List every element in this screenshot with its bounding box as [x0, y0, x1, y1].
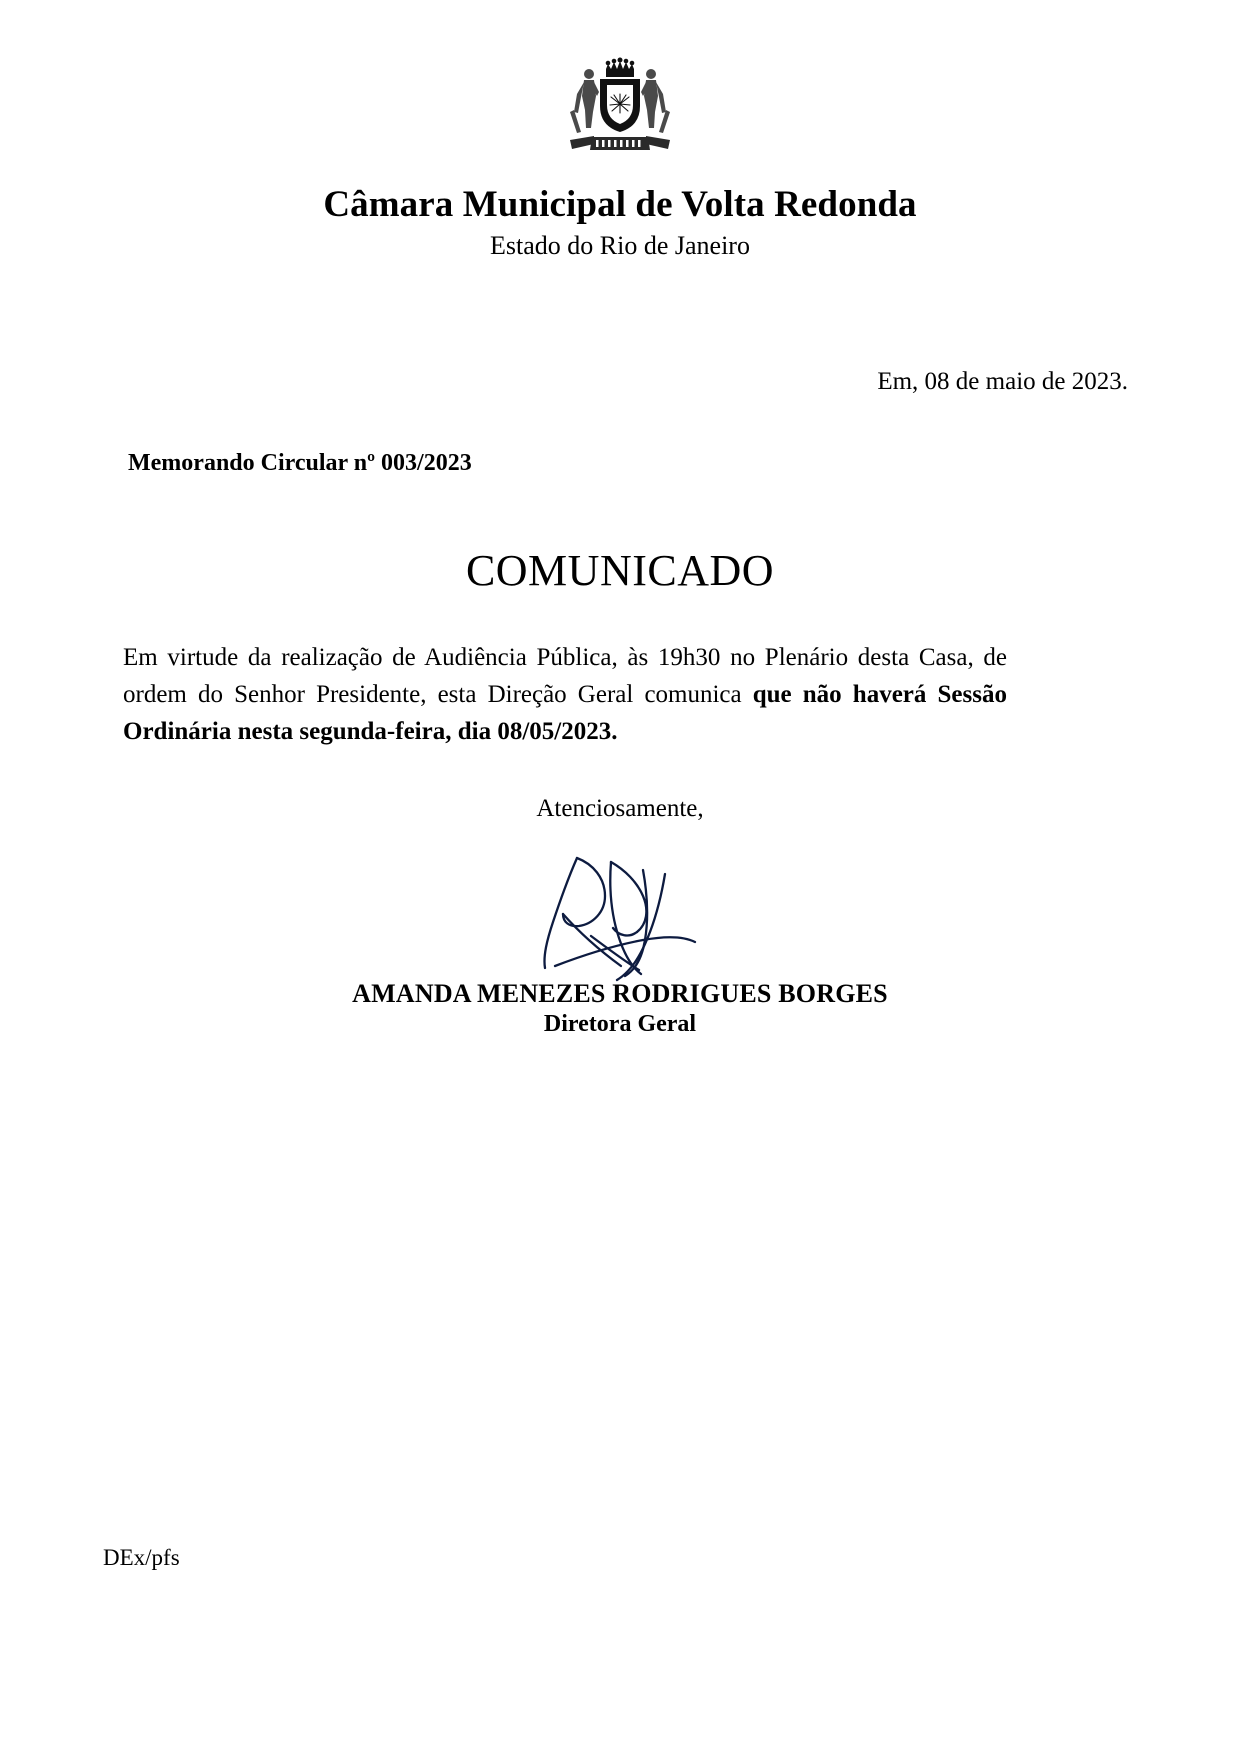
signer-role: Diretora Geral [543, 1011, 697, 1037]
document-heading: COMUNICADO [465, 546, 775, 595]
closing-salutation: Atenciosamente, [536, 795, 704, 822]
date-line: Em, 08 de maio de 2023. [877, 368, 1128, 395]
memo-reference: Memorando Circular nº 003/2023 [128, 450, 472, 476]
body-block [123, 640, 1007, 750]
body-text-normal: Em virtude da realização de Audiência Pública, às 19h30 no Plenário desta Casa, de ordem do Senhor Presidente, esta Direção Geral comunica [123, 644, 1007, 708]
body-paragraph [123, 640, 1007, 750]
letterhead [0, 52, 1240, 261]
coat-of-arms-icon [550, 52, 690, 162]
organization-state: Estado do Rio de Janeiro [490, 231, 750, 261]
signer-name: AMANDA MENEZES RODRIGUES BORGES [352, 979, 888, 1008]
body-text-emphasis: que não haverá Sessão Ordinária nesta segunda-feira, dia 08/05/2023. [123, 680, 1007, 745]
footer-code: DEx/pfs [103, 1545, 180, 1570]
organization-title: Câmara Municipal de Volta Redonda [323, 184, 917, 225]
